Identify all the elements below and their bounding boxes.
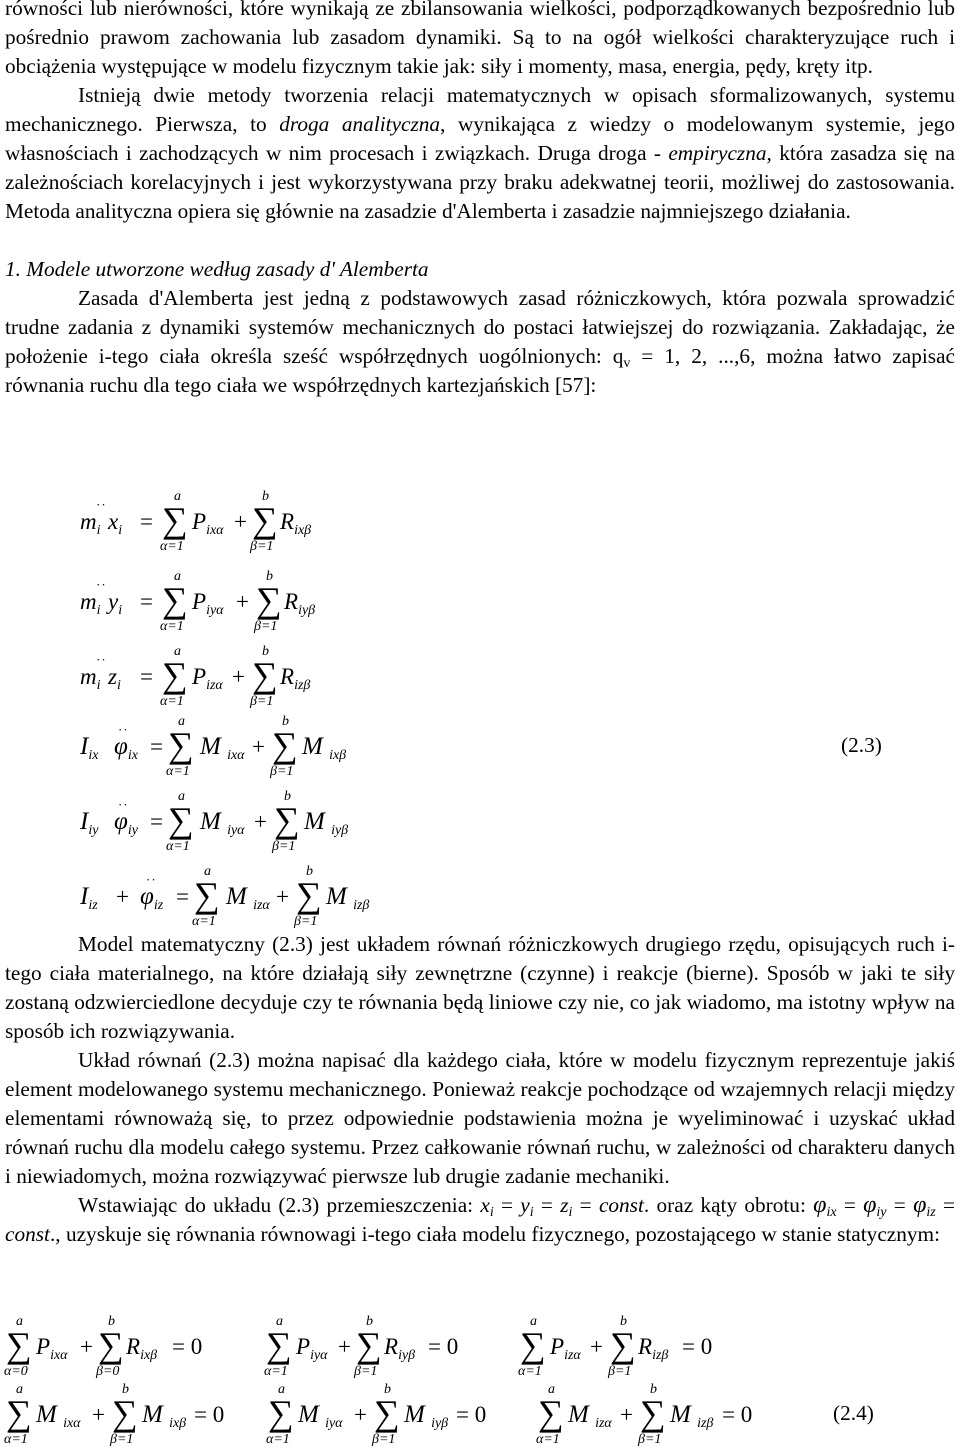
term-I: $I_{iz}$ — [80, 883, 98, 913]
equals-zero: = 0 — [428, 1334, 459, 1359]
sum-lower: β=0 — [96, 1364, 120, 1379]
text-run: , wynikająca z wiedzy o modelowanym systemie, jego własnościach i zachodzących w nim procesach i związkach. Druga droga - — [5, 112, 955, 165]
double-dot: ·· — [96, 577, 107, 592]
paragraph-model: Model matematyczny (2.3) jest układem równań różniczkowych drugiego rzędu, opisujących ruch i-tego ciała materialnego, na które działają siły zewnętrzne (czynne) i reakcje (bierne). Sposób w jaki te siły zostaną odzwierciedlone decyduje czy te równania będą liniowe czy nie, co jak wiadomo, ma istotny wpływ na sposób ich rozwiązywania. — [5, 932, 955, 1043]
sum-lower: β=1 — [250, 539, 274, 554]
sum-sign: ∑ — [520, 1325, 546, 1365]
term-M: M $_{iy\alpha}$ — [200, 808, 245, 838]
spacer — [5, 226, 955, 255]
term-phi: $\varphi_{iz}$ — [140, 883, 164, 913]
term-P: $P_{iz\alpha}$ — [192, 664, 223, 693]
sum-upper: a — [178, 714, 185, 729]
sum-upper: b — [366, 1314, 373, 1329]
sum-sign: ∑ — [162, 655, 188, 695]
term-y: $y_i$ — [108, 589, 123, 618]
term-P: $P_{iy\alpha}$ — [192, 589, 224, 618]
term-M: M $_{iy\alpha}$ — [298, 1401, 343, 1431]
sum-upper: b — [122, 1382, 129, 1397]
paragraph-methods — [5, 81, 955, 226]
term-R: $R_{iz\beta}$ — [638, 1334, 669, 1363]
term-R: $R_{iy\beta}$ — [284, 589, 316, 618]
equation-row — [0, 1314, 950, 1380]
sum-upper: a — [174, 569, 181, 584]
sum-upper: b — [266, 569, 273, 584]
paragraph-dalembert — [5, 284, 955, 400]
equation-row — [0, 789, 950, 855]
sum-sign: ∑ — [272, 725, 298, 765]
sum-upper: a — [16, 1314, 23, 1329]
equals: = — [140, 509, 153, 534]
term-R: $R_{iz\beta}$ — [280, 664, 311, 693]
document-page-lower — [5, 930, 955, 1249]
plus: + — [276, 884, 289, 909]
equation-row — [0, 714, 950, 780]
term-P: $P_{ix\alpha}$ — [192, 509, 224, 538]
subscript: v — [623, 356, 631, 371]
equals-zero: = 0 — [456, 1402, 487, 1427]
sum-lower: β=1 — [110, 1432, 134, 1447]
sum-sign: ∑ — [252, 655, 278, 695]
sum-sign: ∑ — [356, 1325, 382, 1365]
term-I: $I_{ix}$ — [80, 733, 99, 763]
sum-upper: a — [16, 1382, 23, 1397]
plus: + — [620, 1402, 633, 1427]
text-run: = 1, 2, ...,6, można łatwo zapisać równania ruchu dla tego ciała we współrzędnych kartezjańskich [57]: — [5, 344, 955, 397]
sum-lower: α=1 — [160, 694, 184, 709]
plus: + — [234, 509, 247, 534]
term-M: M $_{iz\beta}$ — [326, 883, 370, 913]
term-M: M $_{ix\beta}$ — [302, 733, 347, 763]
term-M: M $_{ix\alpha}$ — [36, 1401, 81, 1431]
sum-upper: a — [174, 644, 181, 659]
sum-sign: ∑ — [640, 1393, 666, 1433]
plus: + — [116, 884, 129, 909]
plus: + — [338, 1334, 351, 1359]
sum-lower: β=1 — [272, 839, 296, 854]
term-M: M $_{ix\beta}$ — [142, 1401, 187, 1431]
term-P: $P_{iz\alpha}$ — [550, 1334, 581, 1363]
sum-sign: ∑ — [194, 875, 220, 915]
sum-sign: ∑ — [274, 800, 300, 840]
sum-lower: β=1 — [354, 1364, 378, 1379]
equals: = — [176, 884, 189, 909]
sum-lower: β=1 — [608, 1364, 632, 1379]
sum-sign: ∑ — [268, 1393, 294, 1433]
equals-zero: = 0 — [194, 1402, 225, 1427]
equation-row — [0, 644, 950, 710]
italic-term: droga analityczna — [279, 112, 441, 136]
sum-sign: ∑ — [256, 580, 282, 620]
sum-lower: α=1 — [166, 764, 190, 779]
equation-row — [0, 569, 950, 635]
term-m: $m_i$ — [80, 589, 101, 618]
term-I: $I_{iy}$ — [80, 808, 99, 838]
term-R: $R_{iy\beta}$ — [384, 1334, 416, 1363]
term-P: $P_{ix\alpha}$ — [36, 1334, 68, 1363]
paragraph-intro: równości lub nierówności, które wynikają ze zbilansowania wielkości, podporządkowanych bezpośrednio lub pośrednio prawom zachowania lub zasadom dynamiki. Są to na ogół wielkości charakteryzujące ruch i obciążenia występujące w modelu fizycznym takie jak: siły i momenty, masa, energia, pędy, kręty itp. — [5, 0, 955, 78]
plus: + — [590, 1334, 603, 1359]
term-M: M $_{iy\beta}$ — [304, 808, 349, 838]
sum-lower: α=1 — [192, 914, 216, 929]
sum-sign: ∑ — [266, 1325, 292, 1365]
sum-upper: a — [530, 1314, 537, 1329]
sum-upper: b — [384, 1382, 391, 1397]
sum-sign: ∑ — [252, 500, 278, 540]
sum-lower: α=1 — [160, 539, 184, 554]
term-R: $R_{ix\beta}$ — [280, 509, 312, 538]
double-dot: ·· — [118, 797, 129, 812]
equation-number: (2.3) — [841, 733, 882, 757]
sum-upper: a — [278, 1382, 285, 1397]
sum-upper: a — [548, 1382, 555, 1397]
double-dot: ·· — [118, 722, 129, 737]
sum-upper: b — [650, 1382, 657, 1397]
equals-zero: = 0 — [682, 1334, 713, 1359]
plus: + — [92, 1402, 105, 1427]
double-dot: ·· — [96, 497, 107, 512]
sum-lower: α=1 — [536, 1432, 560, 1447]
double-dot: ·· — [96, 652, 107, 667]
sum-sign: ∑ — [162, 580, 188, 620]
sum-upper: a — [204, 864, 211, 879]
sum-lower: β=1 — [372, 1432, 396, 1447]
sum-upper: b — [284, 789, 291, 804]
term-M: M $_{iy\beta}$ — [404, 1401, 449, 1431]
plus: + — [236, 589, 249, 614]
plus: + — [80, 1334, 93, 1359]
equation-row — [0, 864, 950, 930]
term-R: $R_{ix\beta}$ — [126, 1334, 158, 1363]
sum-sign: ∑ — [6, 1393, 32, 1433]
sum-upper: a — [276, 1314, 283, 1329]
sum-upper: b — [108, 1314, 115, 1329]
sum-sign: ∑ — [538, 1393, 564, 1433]
sum-sign: ∑ — [162, 500, 188, 540]
term-M: M $_{iz\beta}$ — [670, 1401, 714, 1431]
equals-zero: = 0 — [722, 1402, 753, 1427]
plus: + — [252, 734, 265, 759]
sum-upper: b — [620, 1314, 627, 1329]
plus: + — [354, 1402, 367, 1427]
sum-sign: ∑ — [112, 1393, 138, 1433]
equals: = — [150, 809, 163, 834]
sum-sign: ∑ — [610, 1325, 636, 1365]
sum-upper: b — [262, 644, 269, 659]
sum-lower: β=1 — [638, 1432, 662, 1447]
equation-row — [0, 489, 950, 555]
sum-sign: ∑ — [168, 725, 194, 765]
sum-sign: ∑ — [98, 1325, 124, 1365]
paragraph-system: Układ równań (2.3) można napisać dla każdego ciała, które w modelu fizycznym reprezentuje jakiś element modelowanego systemu mechanicznego. Ponieważ reakcje pochodzące od wzajemnych relacji między elementami równoważą się, to przez odpowiednie podstawienia można je wyeliminować i uzyskać układ równań ruchu dla modelu całego systemu. Przez całkowanie równań ruchu, w zależności od charakteru danych i niewiadomych, można rozwiązywać pierwsze lub drugie zadanie mechaniki. — [5, 1048, 955, 1188]
sum-upper: b — [306, 864, 313, 879]
sum-lower: α=1 — [160, 619, 184, 634]
sum-upper: b — [262, 489, 269, 504]
sum-sign: ∑ — [6, 1325, 32, 1365]
paragraph-static: Wstawiając do układu (2.3) przemieszczenia: $x_i = y_i = z_i$ = const. oraz kąty obrotu: $\varphi_{ix} = \varphi_{iy} = \varphi_{iz}$ = const., uzyskuje się równania równowagi i-tego ciała modelu fizycznego, pozostającego w stanie statycznym: — [5, 1192, 955, 1246]
sum-lower: α=1 — [166, 839, 190, 854]
equals-zero: = 0 — [172, 1334, 203, 1359]
sum-lower: α=1 — [266, 1432, 290, 1447]
sum-upper: a — [174, 489, 181, 504]
sum-sign: ∑ — [374, 1393, 400, 1433]
term-m: $m_i$ — [80, 509, 101, 538]
sum-upper: a — [178, 789, 185, 804]
document-page — [5, 0, 955, 400]
sum-lower: α=1 — [518, 1364, 542, 1379]
term-x: $x_i$ — [108, 509, 123, 538]
sum-upper: b — [282, 714, 289, 729]
sum-lower: α=1 — [4, 1432, 28, 1447]
term-M: M $_{iz\alpha}$ — [226, 883, 270, 913]
section-heading: 1. Modele utworzone według zasady d' Alemberta — [5, 257, 429, 281]
double-dot: ·· — [146, 872, 157, 887]
equation-row — [0, 1382, 950, 1448]
term-z: $z_i$ — [108, 664, 121, 693]
sum-lower: β=1 — [294, 914, 318, 929]
sum-lower: β=1 — [250, 694, 274, 709]
sum-sign: ∑ — [168, 800, 194, 840]
term-m: $m_i$ — [80, 664, 101, 693]
equals: = — [140, 664, 153, 689]
term-phi: $\varphi_{iy}$ — [114, 808, 138, 838]
text-run: Zasada d'Alemberta jest jedną z podstawowych zasad różniczkowych, która pozwala sprowadzić trudne zadania z dynamiki systemów mechanicznych do postaci łatwiejszej do rozwiązania. Zakładając, że położenie i-tego ciała określa sześć współrzędnych uogólnionych: q — [5, 286, 955, 368]
text-run: , która zasadza się na zależnościach korelacyjnych i jest wykorzystywana przy braku adekwatnej teorii, możliwej do zastosowania. Metoda analityczna opiera się głównie na zasadzie d'Alemberta i zasadzie najmniejszego działania. — [5, 141, 955, 223]
equals: = — [150, 734, 163, 759]
term-M: M $_{iz\alpha}$ — [568, 1401, 612, 1431]
term-phi: $\varphi_{ix}$ — [114, 733, 138, 763]
plus: + — [232, 664, 245, 689]
equals: = — [140, 589, 153, 614]
term-P: $P_{iy\alpha}$ — [296, 1334, 328, 1363]
sum-lower: α=1 — [264, 1364, 288, 1379]
plus: + — [254, 809, 267, 834]
sum-lower: β=1 — [270, 764, 294, 779]
text-run: Istnieją dwie metody tworzenia relacji matematycznych w opisach sformalizowanych, systemu mechanicznego. Pierwsza, to — [5, 83, 955, 136]
term-M: M $_{ix\alpha}$ — [200, 733, 245, 763]
sum-sign: ∑ — [296, 875, 322, 915]
sum-lower: α=0 — [4, 1364, 28, 1379]
sum-lower: β=1 — [254, 619, 278, 634]
equation-number: (2.4) — [833, 1401, 874, 1425]
italic-term: empiryczna — [668, 141, 767, 165]
